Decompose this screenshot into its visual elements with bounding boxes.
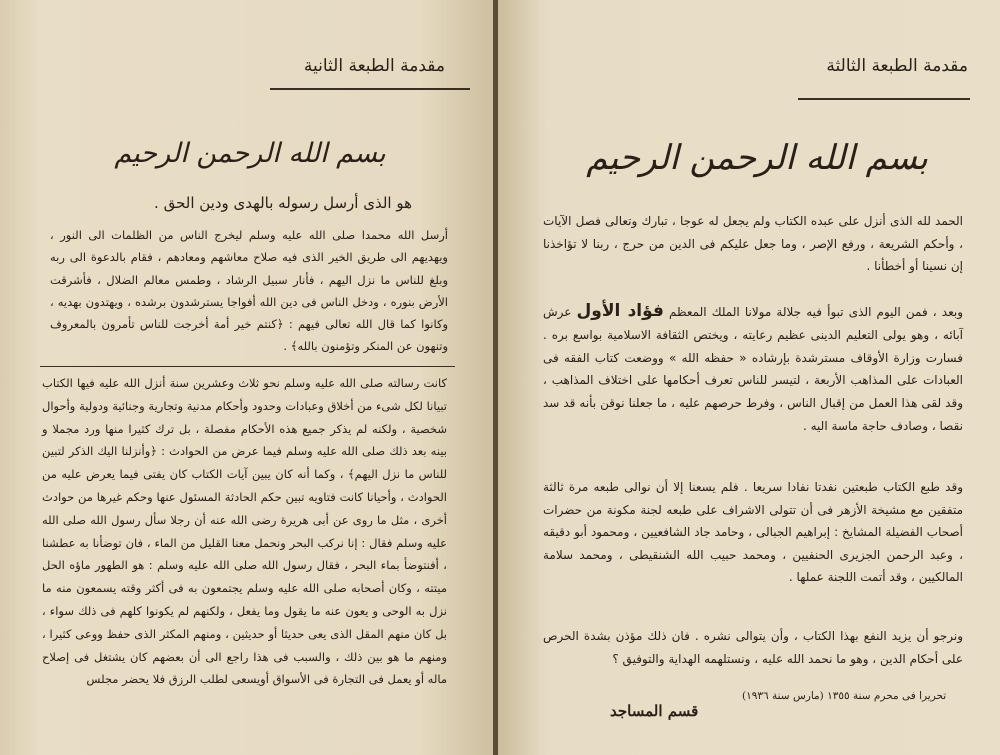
left-basmala: بسم الله الرحمن الرحيم	[114, 138, 386, 169]
left-paragraph-1	[50, 224, 448, 358]
king-name: فؤاد الأول	[576, 301, 664, 321]
left-paragraph-2-text: كانت رسالته صلى الله عليه وسلم نحو ثلاث وعشرين سنة أنزل الله عليه فيها الكتاب تبيانا لكل شىء من أخلاق وعبادات وحدود وأحكام مدنية وتجارية وجنائية ودولية وأحوال شخصية ، ولكنه لم يذكر جميع هذه الأحكام مفصلة ، بل ترك كثيرا منها ورد مجملا و بينه بعد ذلك صلى الله عليه وسلم فيما عرض من الحوادث : ﴿وأنزلنا اليك الذكر لتبين للناس ما نزل اليهم﴾ ، وكما أنه كان يبين آيات الكتاب كان يفتى فيما يعرض عليه من الحوادث ، وأحيانا كانت فتاويه تبين حكم الحادثة المسئول عنها وحكم غيرها من حوادث أخرى ، مثل ما روى عن أبى هريرة رضى الله عنه أن رجلا سأل رسول الله صلى الله عليه وسلم فقال : إنا نركب البحر ونحمل معنا القليل من الماء ، فان توضأنا به عطشنا ، أفنتوضأ بماء البحر ، فقال رسول الله صلى الله عليه وسلم : هو الطهور ماؤه الحل ميتته ، وكان أصحابه صلى الله عليه وسلم يجتمعون به فى أكثر وقته يسمعون منه ما نزل به الوحى و يعون عنه ما يقول وما يفعل ، ولكنهم لم يكونوا كلهم فى ذلك سواء ، بل كان منهم المقل الذى يعى حديثا أو حديثين ، ومنهم المكثر الذى حفظ ووعى كثيرا ، ومنهم ما هو بين ذلك ، والسبب فى هذا راجع الى أن بعضهم كان يشتغل فى إصلاح ماله أو يعمل فى التجارة فى الأسواق أويسعى لطلب الرزق فلا يحضر مجلس	[42, 376, 447, 687]
right-paragraph-1-text: الحمد لله الذى أنزل على عبده الكتاب ولم يجعل له عوجا ، تبارك وتعالى فصل الآيات ، وأحكم الشريعة ، ورفع الإصر ، وما جعل عليكم فى الدين من حرج ، ربنا لا تؤاخذنا إن نسينا أو أخطأنا .	[543, 214, 963, 273]
right-paragraph-4	[543, 625, 963, 670]
signature-department: قسم المساجد	[610, 702, 699, 720]
left-header-rule	[270, 88, 470, 90]
right-paragraph-4-text: ونرجو أن يزيد النفع بهذا الكتاب ، وأن يتوالى نشره . فان ذلك مؤذن بشدة الحرص على أحكام الدين ، وهو ما نحمد الله عليه ، ونستلهمه الهداية والتوفيق ؟	[543, 629, 963, 666]
left-intro-verse: هو الذى أرسل رسوله بالهدى ودين الحق .	[154, 194, 412, 212]
left-separator	[40, 366, 455, 367]
right-paragraph-2	[543, 300, 963, 438]
right-page	[498, 0, 1000, 755]
right-basmala: بسم الله الرحمن الرحيم	[586, 138, 928, 178]
left-page-header: مقدمة الطبعة الثانية	[303, 56, 445, 76]
right-header-rule	[798, 98, 970, 100]
right-paragraph-3-text: وقد طبع الكتاب طبعتين نفدتا نفادا سريعا . فلم يسعنا إلا أن نوالى طبعه مرة ثالثة متفقين مع مشيخة الأزهر فى أن تتولى الاشراف على طبعه لجنة مكونة من حضرات أصحاب الفضيلة المشايخ : إبراهيم الجبالى ، وحامد جاد الشافعيين ، ومحمود أبو دقيقه ، وعبد الرحمن الجزيرى الحنفيين ، ومحمد حبيب الله الشنقيطى ، ومحمد سلامة المالكيين ، وقد أتمت اللجنة عملها .	[543, 480, 963, 584]
signature-date: تحريرا فى محرم سنة ١٣٥٥ (مارس سنة ١٩٣٦)	[742, 690, 947, 702]
right-paragraph-2-text	[543, 300, 963, 438]
right-paragraph-1	[543, 210, 963, 278]
right-paragraph-3	[543, 476, 963, 589]
right-paragraph-2-rest: عرش آبائه ، وهو يولى التعليم الدينى عظيم رعايته ، ويختص الثقافة الاسلامية بواسع بره . فسارت وزارة الأوقاف مسترشدة بإرشاده « حفظه الله » ووضعت كتاب الفقه فى العبادات على المذاهب الأربعة ، لتيسر للناس تعرف أحكامها على اختلاف المذاهب ، وقد لقى هذا العمل من إقبال الناس ، وفرط حرصهم عليه ، ما جعلنا نوقن بأنه قد سد نقصا ، وصادف حاجة ماسة اليه .	[543, 305, 963, 433]
left-page	[0, 0, 493, 755]
right-paragraph-2-prefix: وبعد ، فمن اليوم الذى تبوأ فيه جلالة مولانا الملك المعظم	[663, 305, 964, 319]
left-paragraph-2	[42, 372, 447, 691]
left-paragraph-1-text: أرسل الله محمدا صلى الله عليه وسلم ليخرج الناس من الظلمات الى النور ، ويهديهم الى طريق الخير الذى فيه صلاح معاشهم ومعادهم ، فقام بالدعوة الى ربه وبلغ للناس ما نزل اليهم ، فأنار سبيل الرشاد ، وطمس معالم الضلال ، فأشرقت الأرض بنوره ، ودخل الناس فى دين الله أفواجا يسترشدون برشده ، ويهتدون بهديه ، وكانوا كما قال الله تعالى فيهم : ﴿كنتم خير أمة أخرجت للناس تأمرون بالمعروف وتنهون عن المنكر وتؤمنون بالله﴾ .	[50, 228, 448, 354]
right-page-header: مقدمة الطبعة الثالثة	[826, 56, 968, 76]
